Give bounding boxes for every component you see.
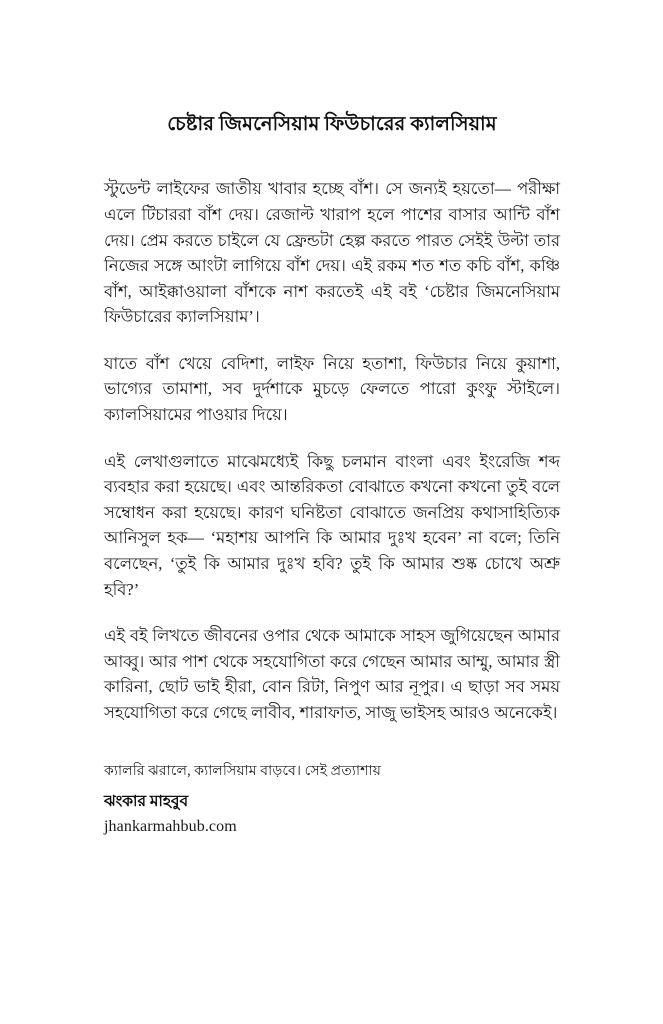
author-name: ঝংকার মাহবুব xyxy=(104,792,189,810)
page-content-column xyxy=(104,0,560,837)
body-paragraph-1: স্টুডেন্ট লাইফের জাতীয় খাবার হচ্ছে বাঁশ। সে জন্যই হয়তো— পরীক্ষা এলে টিচাররা বাঁশ দেয়। রেজাল্ট খারাপ হলে পাশের বাসার আন্টি বাঁশ দেয়। প্রেম করতে চাইলে যে ফ্রেন্ডটা হেল্প করতে পারত সেইই উল্টা তার নিজের সঙ্গে আংটা লাগিয়ে বাঁশ দেয়। এই রকম শত শত কচি বাঁশ, কঞ্চি বাঁশ, আইক্কাওয়ালা বাঁশকে নাশ করতেই এই বই ‘চেষ্টার জিমনেসিয়াম ফিউচারের ক্যালসিয়াম’। xyxy=(104,179,560,327)
body-paragraph-2: যাতে বাঁশ খেয়ে বেদিশা, লাইফ নিয়ে হতাশা, ফিউচার নিয়ে কুয়াশা, ভাগ্যের তামাশা, সব দুর্দশাকে মুচড়ে ফেলতে পারো কুংফু স্টাইলে। ক্যালসিয়ামের পাওয়ার দিয়ে। xyxy=(104,353,560,425)
author-website: jhankarmahbub.com xyxy=(104,817,237,835)
signature-block xyxy=(104,760,560,837)
page-title: চেষ্টার জিমনেসিয়াম ফিউচারের ক্যালসিয়াম xyxy=(167,114,497,135)
closing-line: ক্যালরি ঝরালে, ক্যালসিয়াম বাড়বে। সেই প্রত্যাশায় xyxy=(104,762,381,779)
body-paragraph-3: এই লেখাগুলাতে মাঝেমধ্যেই কিছু চলমান বাংলা এবং ইংরেজি শব্দ ব্যবহার করা হয়েছে। এবং আন্তরিকতা বোঝাতে কখনো কখনো তুই বলে সম্বোধন করা হয়েছে। কারণ ঘনিষ্টতা বোঝাতে জনপ্রিয় কথাসাহিত্যিক আনিসুল হক— ‘মহাশয় আপনি কি আমার দুঃখ হবেন’ না বলে; তিনি বলেছেন, ‘তুই কি আমার দুঃখ হবি? তুই কি আমার শুষ্ক চোখে অশ্রু হবি?’ xyxy=(104,451,560,599)
body-text-block xyxy=(104,176,560,725)
body-paragraph-4: এই বই লিখতে জীবনের ওপার থেকে আমাকে সাহস জুগিয়েছেন আমার আব্বু। আর পাশ থেকে সহযোগিতা করে গেছেন আমার আম্মু, আমার স্ত্রী কারিনা, ছোট ভাই হীরা, বোন রিটা, নিপুণ আর নূপুর। এ ছাড়া সব সময় সহযোগিতা করে গেছে লাবীব, শারাফাত, সাজু ভাইসহ আরও অনেকেই। xyxy=(104,626,560,722)
